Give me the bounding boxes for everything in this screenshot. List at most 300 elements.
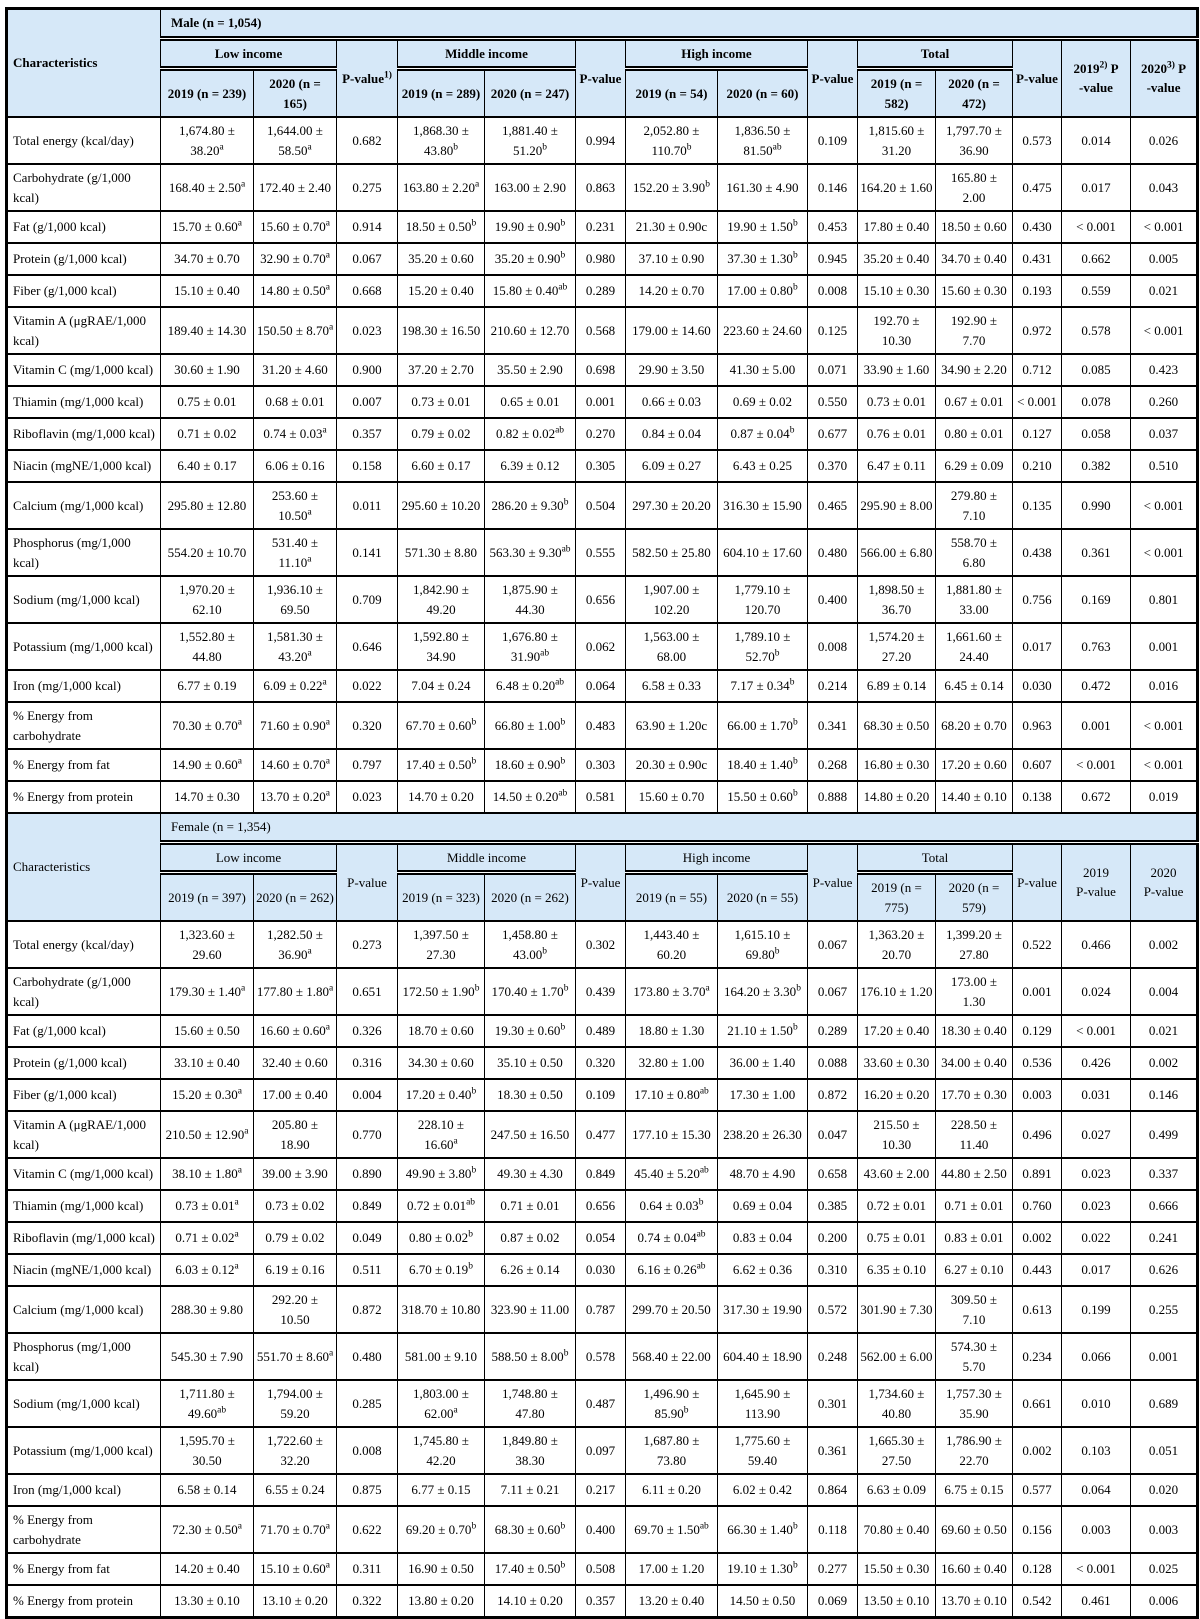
data-cell: 0.661 (1013, 1380, 1062, 1427)
data-cell: 0.550 (808, 386, 858, 418)
data-cell: 0.217 (576, 1474, 626, 1506)
year-header-2019: 2019 (n = 582) (858, 69, 936, 118)
data-cell: < 0.001 (1131, 702, 1198, 749)
data-cell: 6.09 ± 0.22$^a$ (254, 670, 337, 702)
data-cell: 0.900 (337, 354, 398, 386)
year-header-2019: 2019 (n = 289) (398, 69, 485, 118)
data-cell: 34.00 ± 0.40 (936, 1047, 1013, 1079)
data-cell: 14.50 ± 0.20$^{ab}$ (485, 781, 576, 813)
section-title: Female (n = 1,354) (161, 813, 1198, 842)
group-header-high-income: High income (626, 842, 808, 873)
data-cell: 0.74 ± 0.04$^{ab}$ (626, 1222, 718, 1254)
data-cell: 0.483 (576, 702, 626, 749)
data-cell: 247.50 ± 16.50 (485, 1111, 576, 1158)
data-cell: 0.125 (808, 307, 858, 354)
section-title-row (7, 813, 1198, 842)
data-cell: 0.289 (808, 1015, 858, 1047)
data-cell: 49.30 ± 4.30 (485, 1158, 576, 1190)
table-row (7, 1158, 1198, 1190)
data-cell: 34.30 ± 0.60 (398, 1047, 485, 1079)
data-cell: 215.50 ± 10.30 (858, 1111, 936, 1158)
data-cell: 192.70 ± 10.30 (858, 307, 936, 354)
row-label: Iron (mg/1,000 kcal) (7, 670, 161, 702)
data-cell: 0.400 (808, 576, 858, 623)
data-cell: 0.466 (1062, 921, 1131, 968)
p-value-header: P-value (808, 38, 858, 117)
data-cell: 6.62 ± 0.36 (718, 1254, 808, 1286)
data-cell: 1,849.80 ± 38.30 (485, 1427, 576, 1474)
data-cell: 0.310 (808, 1254, 858, 1286)
data-cell: 7.04 ± 0.24 (398, 670, 485, 702)
table-row (7, 670, 1198, 702)
year-header-2019: 2019 (n = 54) (626, 69, 718, 118)
data-cell: 0.361 (808, 1427, 858, 1474)
data-cell: 0.023 (1062, 1190, 1131, 1222)
table-row (7, 450, 1198, 482)
data-cell: 0.103 (1062, 1427, 1131, 1474)
data-cell: 0.007 (337, 386, 398, 418)
data-cell: 1,775.60 ± 59.40 (718, 1427, 808, 1474)
data-cell: 0.193 (1013, 275, 1062, 307)
row-label: Calcium (mg/1,000 kcal) (7, 1286, 161, 1333)
data-cell: 0.277 (808, 1553, 858, 1585)
data-cell: 0.069 (808, 1585, 858, 1618)
data-cell: 35.20 ± 0.40 (858, 243, 936, 275)
data-cell: 0.536 (1013, 1047, 1062, 1079)
data-cell: 18.40 ± 1.40$^b$ (718, 749, 808, 781)
data-cell: 0.270 (576, 418, 626, 450)
p-value-header: P-value (337, 842, 398, 921)
data-cell: 1,836.50 ± 81.50$^{ab}$ (718, 117, 808, 164)
data-cell: 0.656 (576, 576, 626, 623)
data-cell: 163.80 ± 2.20$^a$ (398, 164, 485, 211)
row-label: Total energy (kcal/day) (7, 117, 161, 164)
data-cell: 0.071 (808, 354, 858, 386)
data-cell: 604.10 ± 17.60 (718, 529, 808, 576)
data-cell: 16.80 ± 0.30 (858, 749, 936, 781)
data-cell: 0.712 (1013, 354, 1062, 386)
data-cell: 0.357 (576, 1585, 626, 1618)
characteristics-header: Characteristics (7, 9, 161, 118)
data-cell: 66.80 ± 1.00$^b$ (485, 702, 576, 749)
data-cell: 15.60 ± 0.30 (936, 275, 1013, 307)
p-value-header: P-value (576, 38, 626, 117)
group-header-high-income: High income (626, 38, 808, 69)
data-cell: 0.689 (1131, 1380, 1198, 1427)
data-cell: 0.972 (1013, 307, 1062, 354)
data-cell: 13.80 ± 0.20 (398, 1585, 485, 1618)
year-header-2019: 2019 (n = 239) (161, 69, 254, 118)
data-cell: 562.00 ± 6.00 (858, 1333, 936, 1380)
table-row (7, 623, 1198, 670)
data-cell: 1,644.00 ± 58.50$^a$ (254, 117, 337, 164)
data-cell: 0.87 ± 0.04$^b$ (718, 418, 808, 450)
row-label: Calcium (mg/1,000 kcal) (7, 482, 161, 529)
data-cell: 0.316 (337, 1047, 398, 1079)
data-cell: 0.76 ± 0.01 (858, 418, 936, 450)
data-cell: 0.651 (337, 968, 398, 1015)
data-cell: 30.60 ± 1.90 (161, 354, 254, 386)
data-cell: 0.214 (808, 670, 858, 702)
data-cell: 0.008 (808, 623, 858, 670)
data-cell: 0.787 (576, 1286, 626, 1333)
data-cell: 0.088 (808, 1047, 858, 1079)
data-cell: 1,815.60 ± 31.20 (858, 117, 936, 164)
row-label: Fat (g/1,000 kcal) (7, 1015, 161, 1047)
data-cell: 0.499 (1131, 1111, 1198, 1158)
data-cell: 0.004 (337, 1079, 398, 1111)
data-cell: 604.40 ± 18.90 (718, 1333, 808, 1380)
data-cell: 0.027 (1062, 1111, 1131, 1158)
data-cell: 0.109 (808, 117, 858, 164)
data-cell: 48.70 ± 4.90 (718, 1158, 808, 1190)
data-cell: 6.19 ± 0.16 (254, 1254, 337, 1286)
data-cell: 0.66 ± 0.03 (626, 386, 718, 418)
data-cell: 0.001 (1013, 968, 1062, 1015)
data-cell: 16.60 ± 0.40 (936, 1553, 1013, 1585)
data-cell: 6.40 ± 0.17 (161, 450, 254, 482)
table-row (7, 164, 1198, 211)
data-cell: 0.963 (1013, 702, 1062, 749)
data-cell: 0.770 (337, 1111, 398, 1158)
data-cell: 37.20 ± 2.70 (398, 354, 485, 386)
row-label: Total energy (kcal/day) (7, 921, 161, 968)
data-cell: 0.062 (576, 623, 626, 670)
data-cell: 6.58 ± 0.33 (626, 670, 718, 702)
row-label: Vitamin A (μgRAE/1,000 kcal) (7, 307, 161, 354)
data-cell: < 0.001 (1131, 211, 1198, 243)
data-cell: 15.60 ± 0.70$^a$ (254, 211, 337, 243)
data-cell: 0.72 ± 0.01$^{ab}$ (398, 1190, 485, 1222)
data-cell: 0.305 (576, 450, 626, 482)
data-cell: 0.863 (576, 164, 626, 211)
year-header-2020: 2020 (n = 579) (936, 873, 1013, 922)
data-cell: 0.477 (576, 1111, 626, 1158)
data-cell: 0.504 (576, 482, 626, 529)
data-cell: 0.067 (337, 243, 398, 275)
data-cell: 1,797.70 ± 36.90 (936, 117, 1013, 164)
data-cell: 69.20 ± 0.70$^b$ (398, 1506, 485, 1553)
data-cell: 309.50 ± 7.10 (936, 1286, 1013, 1333)
characteristics-header: Characteristics (7, 813, 161, 921)
year-header-2020: 2020 (n = 247) (485, 69, 576, 118)
data-cell: 1,574.20 ± 27.20 (858, 623, 936, 670)
data-cell: 0.849 (576, 1158, 626, 1190)
data-cell: 299.70 ± 20.50 (626, 1286, 718, 1333)
row-label: Iron (mg/1,000 kcal) (7, 1474, 161, 1506)
p-value-header: P-value (576, 842, 626, 921)
group-header-low-income: Low income (161, 842, 337, 873)
data-cell: 0.573 (1013, 117, 1062, 164)
row-label: Fiber (g/1,000 kcal) (7, 275, 161, 307)
data-cell: 0.994 (576, 117, 626, 164)
data-cell: 0.234 (1013, 1333, 1062, 1380)
data-cell: 0.849 (337, 1190, 398, 1222)
data-cell: 71.60 ± 0.90$^a$ (254, 702, 337, 749)
row-label: Carbohydrate (g/1,000 kcal) (7, 968, 161, 1015)
data-cell: 0.020 (1131, 1474, 1198, 1506)
data-cell: 0.613 (1013, 1286, 1062, 1333)
table-row (7, 1079, 1198, 1111)
data-cell: 0.438 (1013, 529, 1062, 576)
data-cell: 295.60 ± 10.20 (398, 482, 485, 529)
data-cell: 165.80 ± 2.00 (936, 164, 1013, 211)
data-cell: 14.10 ± 0.20 (485, 1585, 576, 1618)
data-cell: 189.40 ± 14.30 (161, 307, 254, 354)
data-cell: 0.67 ± 0.01 (936, 386, 1013, 418)
data-cell: 13.50 ± 0.10 (858, 1585, 936, 1618)
data-cell: 15.20 ± 0.40 (398, 275, 485, 307)
table-row (7, 1506, 1198, 1553)
data-cell: 0.73 ± 0.01 (858, 386, 936, 418)
data-cell: 0.341 (808, 702, 858, 749)
data-cell: 0.872 (337, 1286, 398, 1333)
data-cell: 295.80 ± 12.80 (161, 482, 254, 529)
data-cell: 0.019 (1131, 781, 1198, 813)
data-cell: 0.64 ± 0.03$^b$ (626, 1190, 718, 1222)
data-cell: 17.40 ± 0.50$^b$ (485, 1553, 576, 1585)
data-cell: 177.80 ± 1.80$^a$ (254, 968, 337, 1015)
data-cell: 0.443 (1013, 1254, 1062, 1286)
data-cell: 36.00 ± 1.40 (718, 1047, 808, 1079)
data-cell: 0.337 (1131, 1158, 1198, 1190)
data-cell: 0.83 ± 0.01 (936, 1222, 1013, 1254)
data-cell: 0.058 (1062, 418, 1131, 450)
group-header-low-income: Low income (161, 38, 337, 69)
data-cell: 1,875.90 ± 44.30 (485, 576, 576, 623)
data-cell: 152.20 ± 3.90$^b$ (626, 164, 718, 211)
data-cell: 295.90 ± 8.00 (858, 482, 936, 529)
row-label: Potassium (mg/1,000 kcal) (7, 623, 161, 670)
data-cell: 0.002 (1131, 1047, 1198, 1079)
year-header-2019: 2019 (n = 323) (398, 873, 485, 922)
data-cell: 0.023 (1062, 1158, 1131, 1190)
data-cell: 17.70 ± 0.30 (936, 1079, 1013, 1111)
data-cell: 18.70 ± 0.60 (398, 1015, 485, 1047)
data-cell: 0.472 (1062, 670, 1131, 702)
data-cell: 0.80 ± 0.02$^b$ (398, 1222, 485, 1254)
data-cell: 571.30 ± 8.80 (398, 529, 485, 576)
data-cell: 0.002 (1013, 1427, 1062, 1474)
data-cell: 1,757.30 ± 35.90 (936, 1380, 1013, 1427)
data-cell: 0.73 ± 0.02 (254, 1190, 337, 1222)
data-cell: 0.199 (1062, 1286, 1131, 1333)
data-cell: 317.30 ± 19.90 (718, 1286, 808, 1333)
data-cell: 0.797 (337, 749, 398, 781)
data-cell: 172.40 ± 2.40 (254, 164, 337, 211)
data-cell: 0.023 (337, 307, 398, 354)
data-cell: 0.439 (576, 968, 626, 1015)
data-cell: 18.60 ± 0.90$^b$ (485, 749, 576, 781)
table-row (7, 702, 1198, 749)
table-row (7, 1111, 1198, 1158)
data-cell: 0.626 (1131, 1254, 1198, 1286)
data-cell: 67.70 ± 0.60$^b$ (398, 702, 485, 749)
data-cell: 0.301 (808, 1380, 858, 1427)
p-value-header: P-value (1013, 842, 1062, 921)
year-header-2020: 2020 (n = 165) (254, 69, 337, 118)
data-cell: 0.146 (808, 164, 858, 211)
data-cell: 0.74 ± 0.03$^a$ (254, 418, 337, 450)
p-value-header: P-value (808, 842, 858, 921)
data-cell: 0.302 (576, 921, 626, 968)
data-cell: 6.35 ± 0.10 (858, 1254, 936, 1286)
data-cell: 16.60 ± 0.60$^a$ (254, 1015, 337, 1047)
data-cell: 170.40 ± 1.70$^b$ (485, 968, 576, 1015)
data-cell: 1,397.50 ± 27.30 (398, 921, 485, 968)
data-cell: 0.73 ± 0.01$^a$ (161, 1190, 254, 1222)
row-label: Sodium (mg/1,000 kcal) (7, 1380, 161, 1427)
row-label: Carbohydrate (g/1,000 kcal) (7, 164, 161, 211)
data-cell: 568.40 ± 22.00 (626, 1333, 718, 1380)
data-cell: 210.60 ± 12.70 (485, 307, 576, 354)
data-cell: 0.980 (576, 243, 626, 275)
table-row (7, 781, 1198, 813)
data-cell: 6.43 ± 0.25 (718, 450, 808, 482)
data-cell: 0.465 (808, 482, 858, 529)
data-cell: 0.030 (1013, 670, 1062, 702)
data-cell: < 0.001 (1062, 749, 1131, 781)
data-cell: 6.11 ± 0.20 (626, 1474, 718, 1506)
data-cell: 0.698 (576, 354, 626, 386)
table-row (7, 307, 1198, 354)
data-cell: 66.00 ± 1.70$^b$ (718, 702, 808, 749)
data-cell: 0.578 (576, 1333, 626, 1380)
data-cell: 6.26 ± 0.14 (485, 1254, 576, 1286)
data-cell: 15.10 ± 0.30 (858, 275, 936, 307)
data-cell: 323.90 ± 11.00 (485, 1286, 576, 1333)
data-cell: 1,443.40 ± 60.20 (626, 921, 718, 968)
data-cell: 163.00 ± 2.90 (485, 164, 576, 211)
table-body (7, 9, 1198, 1618)
data-cell: 17.30 ± 1.00 (718, 1079, 808, 1111)
data-cell: 0.69 ± 0.02 (718, 386, 808, 418)
data-cell: 6.55 ± 0.24 (254, 1474, 337, 1506)
data-cell: 15.50 ± 0.60$^b$ (718, 781, 808, 813)
p-value-header: P-value (1013, 38, 1062, 117)
data-cell: < 0.001 (1013, 386, 1062, 418)
data-cell: 301.90 ± 7.30 (858, 1286, 936, 1333)
data-cell: 1,907.00 ± 102.20 (626, 576, 718, 623)
data-cell: 0.79 ± 0.02 (254, 1222, 337, 1254)
data-cell: 0.010 (1062, 1380, 1131, 1427)
data-cell: 0.011 (337, 482, 398, 529)
table-row (7, 968, 1198, 1015)
data-cell: 0.025 (1131, 1553, 1198, 1585)
data-cell: 0.656 (576, 1190, 626, 1222)
data-cell: 0.001 (1131, 1333, 1198, 1380)
data-cell: 32.40 ± 0.60 (254, 1047, 337, 1079)
data-cell: 0.022 (337, 670, 398, 702)
data-cell: 318.70 ± 10.80 (398, 1286, 485, 1333)
data-cell: 0.511 (337, 1254, 398, 1286)
data-cell: 19.90 ± 0.90$^b$ (485, 211, 576, 243)
data-cell: 0.273 (337, 921, 398, 968)
data-cell: 0.004 (1131, 968, 1198, 1015)
data-cell: 0.72 ± 0.01 (858, 1190, 936, 1222)
row-label: Sodium (mg/1,000 kcal) (7, 576, 161, 623)
data-cell: 0.65 ± 0.01 (485, 386, 576, 418)
data-cell: 1,665.30 ± 27.50 (858, 1427, 936, 1474)
data-cell: 0.066 (1062, 1333, 1131, 1380)
data-cell: 253.60 ± 10.50$^a$ (254, 482, 337, 529)
data-cell: 6.16 ± 0.26$^{ab}$ (626, 1254, 718, 1286)
data-cell: 0.037 (1131, 418, 1198, 450)
data-cell: 15.10 ± 0.40 (161, 275, 254, 307)
data-cell: 6.75 ± 0.15 (936, 1474, 1013, 1506)
data-cell: 0.71 ± 0.02$^a$ (161, 1222, 254, 1254)
data-cell: 0.138 (1013, 781, 1062, 813)
row-label: % Energy from protein (7, 781, 161, 813)
data-cell: 14.90 ± 0.60$^a$ (161, 749, 254, 781)
data-cell: 1,936.10 ± 69.50 (254, 576, 337, 623)
table-row (7, 1427, 1198, 1474)
group-header-middle-income: Middle income (398, 842, 576, 873)
data-cell: 0.248 (808, 1333, 858, 1380)
data-cell: 1,881.80 ± 33.00 (936, 576, 1013, 623)
data-cell: 34.70 ± 0.70 (161, 243, 254, 275)
data-cell: 34.70 ± 0.40 (936, 243, 1013, 275)
data-cell: 0.572 (808, 1286, 858, 1333)
data-cell: 0.016 (1131, 670, 1198, 702)
data-cell: 0.73 ± 0.01 (398, 386, 485, 418)
data-cell: 69.60 ± 0.50 (936, 1506, 1013, 1553)
data-cell: 41.30 ± 5.00 (718, 354, 808, 386)
row-label: Protein (g/1,000 kcal) (7, 243, 161, 275)
group-header-row (7, 38, 1198, 69)
data-cell: 6.06 ± 0.16 (254, 450, 337, 482)
data-cell: 0.275 (337, 164, 398, 211)
table-row (7, 749, 1198, 781)
data-cell: 0.426 (1062, 1047, 1131, 1079)
table-row (7, 1380, 1198, 1427)
data-cell: 35.20 ± 0.60 (398, 243, 485, 275)
data-cell: 18.50 ± 0.50$^b$ (398, 211, 485, 243)
table-row (7, 482, 1198, 529)
data-cell: 39.00 ± 3.90 (254, 1158, 337, 1190)
data-cell: 18.50 ± 0.60 (936, 211, 1013, 243)
data-cell: 0.370 (808, 450, 858, 482)
data-cell: 14.60 ± 0.70$^a$ (254, 749, 337, 781)
data-cell: 1,595.70 ± 30.50 (161, 1427, 254, 1474)
data-cell: 0.662 (1062, 243, 1131, 275)
data-cell: 150.50 ± 8.70$^a$ (254, 307, 337, 354)
data-cell: 0.87 ± 0.02 (485, 1222, 576, 1254)
data-cell: 6.48 ± 0.20$^{ab}$ (485, 670, 576, 702)
data-cell: 0.990 (1062, 482, 1131, 529)
data-cell: 0.049 (337, 1222, 398, 1254)
data-cell: 17.20 ± 0.40 (858, 1015, 936, 1047)
year-p-value-header: 2020$^{3)}$ P -value (1131, 38, 1198, 117)
data-cell: 164.20 ± 1.60 (858, 164, 936, 211)
data-cell: 16.90 ± 0.50 (398, 1553, 485, 1585)
data-cell: 0.709 (337, 576, 398, 623)
data-cell: 545.30 ± 7.90 (161, 1333, 254, 1380)
data-cell: 32.80 ± 1.00 (626, 1047, 718, 1079)
row-label: Niacin (mgNE/1,000 kcal) (7, 450, 161, 482)
data-cell: 1,687.80 ± 73.80 (626, 1427, 718, 1474)
data-cell: 0.320 (576, 1047, 626, 1079)
year-p-value-header: 2019 P-value (1062, 842, 1131, 921)
data-cell: 0.914 (337, 211, 398, 243)
data-cell: 297.30 ± 20.20 (626, 482, 718, 529)
data-cell: 0.024 (1062, 968, 1131, 1015)
data-cell: 49.90 ± 3.80$^b$ (398, 1158, 485, 1190)
data-cell: 21.30 ± 0.90c (626, 211, 718, 243)
data-cell: 179.30 ± 1.40$^a$ (161, 968, 254, 1015)
table-row (7, 921, 1198, 968)
data-cell: 17.00 ± 1.20 (626, 1553, 718, 1585)
